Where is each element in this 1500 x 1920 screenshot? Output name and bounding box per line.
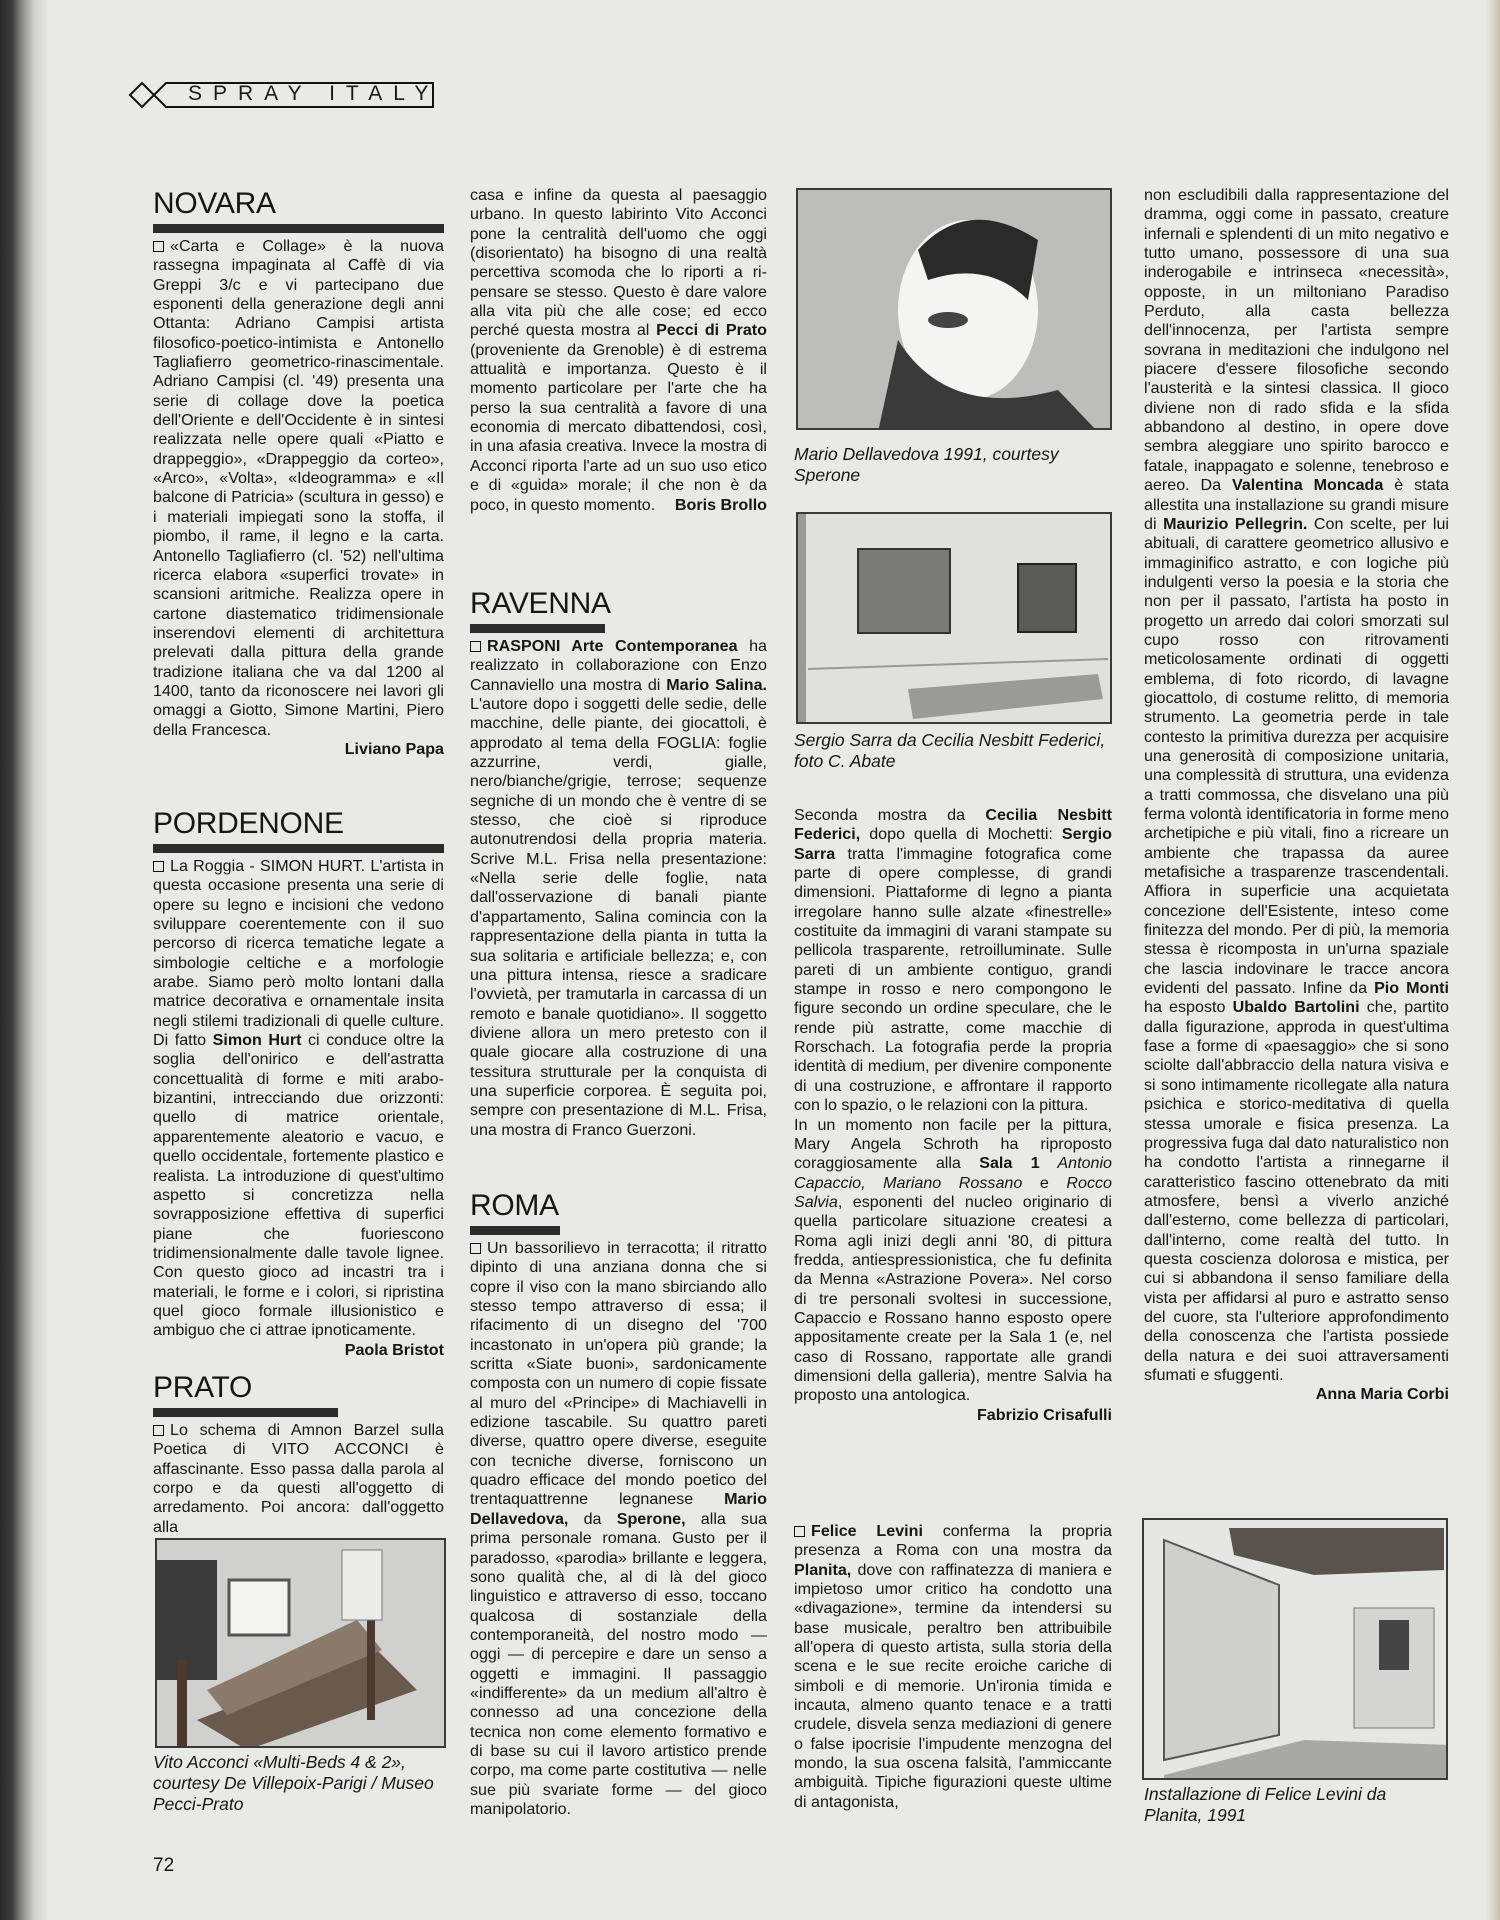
heading-rule — [153, 1408, 338, 1417]
roma-text: tratta l'immagine fotografica come parte di opere complesse, di grandi dimensioni. Piattaforme di legno a pianta irregolare hanno sulle alzate «finestrelle» costituite da immagini di varani stampate su pellicola trasparente, retroilluminate. Sulle pareti di un ambiente contiguo, grandi stampe in rosso e nero compongono le figure secondo un ordine speculare, che le rende più astratte, come macchie di Rorschach. La fotografia perde la propria identità di medium, per divenire componente di una costruzione, e affrontare il rapporto con lo spazio, o le relazioni con la pittura. — [794, 844, 1112, 1115]
gallery-name: Planita, — [794, 1560, 852, 1579]
bullet-box-icon — [470, 1243, 481, 1254]
photo-felice-levini-installation — [1142, 1518, 1448, 1780]
heading-rule — [470, 1226, 560, 1235]
bullet-box-icon — [153, 1425, 164, 1436]
heading-rule — [153, 224, 444, 233]
beds-illustration — [157, 1540, 446, 1748]
artist-name: Maurizio Pellegrin. — [1163, 514, 1308, 533]
photo-mario-dellavedova — [796, 188, 1112, 430]
ravenna-text: L'autore dopo i soggetti delle sedie, delle macchine, delle piante, dei giocattoli, è approdato al tema della FOGLIA: foglie azzurrine, verdi, gialle, nero/bianche/grigie, terrose; sequenze segniche di un mondo che è ventre di se stesso, che cioè si riproduce autonutrendosi della propria materia. Scrive M.L. Frisa nella presentazione: «Nella serie delle foglie, nata dall'osservazione di banali piante d'appartamento, Salina comincia con la rappresentazione della pianta in tutta la sua solitaria e artificiale bellezza; e, con una pittura intensa, riesce a sradicare l'ovvietà, per tramutarla in carcassa di un remoto e banale quotidiano». Il soggetto diviene allora un mero pretesto con il quale giocare alla costruzione di una tessitura strutturale per la conquista di una superficie corporea. È seguita poi, sempre con presentazione di M.L. Frisa, una mostra di Franco Guerzoni. — [470, 695, 767, 1139]
artist-name: Ubaldo Bartolini — [1232, 998, 1360, 1017]
photo-caption: Vito Acconci «Multi-Beds 4 & 2», courtesy De Villepoix-Parigi / Museo Pecci-Prato — [153, 1752, 434, 1814]
photo-sergio-sarra-installation — [796, 512, 1112, 724]
venue-name: Pecci di Prato — [656, 321, 767, 340]
bullet-box-icon — [470, 641, 481, 652]
gallery-name: Pio Monti — [1374, 979, 1449, 998]
roma-text: conferma la propria presenza a Roma con una mostra da — [794, 1522, 1112, 1560]
roma-text: alla sua prima personale romana. Gusto per il paradosso, «parodia» brillante e leggera, sono qualità che, al di là del gioco linguistico e attraverso di esso, toccano qualcosa di sostanziale della contemporaneità, del nostro modo — oggi — di percepire e dare un senso a oggetti e immagini. Il passaggio «indifferente» da un medium all'altro è connesso ad una concezione della tecnica non come elemento formativo e di base su cui il lavoro artistico prende corpo, ma come parte costitutiva — nelle sue più svariate forme — del gioco manipolatorio. — [470, 1509, 767, 1818]
prato-text: (proveniente da Grenoble) è di estrema attualità e importanza. Questo è il momento particolare per l'arte che ha perso la sua centralità a favore di una economia di mercato dibattendosi, così, in una afasia creativa. Invece la mostra di Acconci riporta l'arte ad un suo uso etico e di «guida» morale; il che non è da poco, in questo momento. — [470, 340, 767, 514]
roma-text: è stata allestita una installazione su grandi misure di — [1144, 476, 1449, 533]
bullet-box-icon — [153, 241, 164, 252]
artist-name: Felice Levini — [811, 1522, 923, 1540]
roma-text: Con scelte, per lui abituali, di carattere geometrico allusivo e immaginifico astratto, e con logiche più indulgenti verso la poesia e la storia che non per il passato, l'artista ha posto in progetto un arredo dai colori smorzati sul cupo rosso con ritrovamenti meticolosamente ordinati di oggetti emblema, di foto ricordo, di lavagne giocattolo, di costume relitto, di memoria strumento. La geometria perde in tale contesto la primitiva durezza per acquisire una generosità di composizione unitaria, una complessità di struttura, una evidenza a tratti commossa, che disvelano una più ferma volontà identificatoria in forme meno archetipiche e più vitali, fino a ricreare un ambiente che trapassa da auree metafisiche a trasparenze trascendentali. Affiora in superficie una acquietata concezione dell'Esistente, inteso come finitezza del mondo. Per di più, la memoria stessa è ricomposta in un'urna spaziale che lascia indovinare le tracce ancora evidenti del passato. Infine da — [1144, 514, 1449, 998]
novara-text: «Carta e Collage» è la nuova rassegna impaginata al Caffè di via Greppi 3/c e vi partecipano due esponenti della generazione degli anni Ottanta: Adriano Campisi artista filosofico-poetico-intimista e Antonello Tagliafierro geometrico-rinascimentale. Adriano Campisi (cl. '49) presenta una serie di collage dove la poetica dell'Oriente e dell'Occidente è in sintesi realizzata nelle opere quali «Piatto e drappeggio», «Drappeggio da corteo», «Arco», «Volta», «Ideogramma» e «Il balcone di Patricia» (scultura in gesso) e i materiali impiegati sono la stoffa, il piombo, il rame, il legno e la carta. Antonello Tagliafierro (cl. '52) nell'ultima ricerca elabora «superfici trovate» in scansioni aritmiche. Realizza opere in cartone diastematico tridimensionale inserendovi elementi di architettura prelevati dalla pittura della grande tradizione italiana che va dal 1200 al 1400, tanto da riconoscere nei lavori gli omaggi a Giotto, Simone Martini, Piero della Francesca. — [153, 237, 444, 739]
portrait-illustration — [798, 190, 1112, 430]
heading-pordenone: PORDENONE — [153, 807, 344, 840]
bullet-box-icon — [794, 1526, 805, 1537]
article-prato-continued — [470, 186, 767, 515]
roma-text: ha esposto — [1144, 998, 1233, 1017]
roma-text: , esponenti del nucleo originario di quella particolare situazione createsi a Roma agli inizi degli anni '80, di pittura fredda, antiespressionistica, che fu definita da Menna «Astrazione Povera». Nel corso di tre personali svoltesi in successione, Capaccio e Rossano hanno esposto opere appositamente create per la Sala 1 (e, nel caso di Rossano, rapportate alle grandi dimensioni della galleria), mentre Salvia ha proposto una antologica. — [794, 1192, 1112, 1405]
article-roma-continued — [1144, 186, 1449, 1405]
article-roma — [470, 1190, 767, 1819]
article-roma-sarra — [794, 806, 1112, 1425]
heading-roma: ROMA — [470, 1189, 559, 1222]
artist-name: Simon Hurt — [212, 1031, 302, 1050]
roma-text: Un bassorilievo in terracotta; il ritratto dipinto di una anziana donna che si copre il viso con la mano sbirciando allo stesso tempo attraverso di essa; il rifacimento di un disegno del '700 incastonato in un'opera più grande; la scritta «Siate buoni», sardonicamente composta con un numero di copie fissate al muro del «Principe» di Machiavelli in edizione tascabile. Su quattro pareti diverse, quattro opere diverse, eseguite con tecniche diverse, forniscono un quadro efficace del mondo poetico del trentaquattrenne legnanese — [470, 1239, 767, 1509]
article-prato — [153, 1372, 444, 1537]
section-title: SPRAY ITALY — [188, 82, 440, 105]
roma-text: In un momento non facile per la pittura, Mary Angela Schroth ha riproposto coraggiosamente alla — [794, 1115, 1112, 1173]
page-edge — [1486, 0, 1500, 1920]
artist-names: Antonio Capaccio, Mariano Rossano — [794, 1154, 1112, 1192]
ravenna-text: ha realizzato in collaborazione con Enzo Cannaviello una mostra di — [470, 637, 767, 694]
gallery-name: RASPONI Arte Contemporanea — [487, 637, 738, 655]
heading-rule — [470, 624, 605, 633]
gallery-name: Valentina Moncada — [1232, 476, 1384, 495]
roma-text: dopo quella di Mochetti: — [860, 825, 1062, 844]
heading-ravenna: RAVENNA — [470, 587, 611, 620]
author-signature: Anna Maria Corbi — [1315, 1385, 1449, 1404]
article-novara — [153, 188, 444, 759]
gallery-illustration — [798, 514, 1112, 724]
artist-name: Mario Dellavedova, — [470, 1490, 767, 1528]
photo-vito-acconci-multibeds — [155, 1538, 446, 1748]
heading-novara: NOVARA — [153, 187, 276, 220]
roma-text: che, partito dalla figurazione, approda in quest'ultima fase a forme di «paesaggio» che si sono sciolte dall'abbraccio della natura visiva e si sono intimamente ricollegate alla natura psichica e storico-meditativa di quella stessa umorale e fisica presenza. La progressiva fuga dal dato naturalistico non ha condotto l'artista a rinnegarne il caratteristico fascino ottenebrato da miti atmosfere, bensì a viverlo anziché dall'esterno, come bellezza di particolari, dall'interno, come realtà del tutto. In questa coscienza dolorosa e mistica, per cui si abbandona il senso familiare della vista per affidarsi al puro e astratto senso del cuore, sta l'ulteriore approfondimento della conoscenza che l'artista possiede della natura e dei suoi attraversamenti sfumati e sfuggenti. — [1144, 998, 1450, 1384]
artist-name: Mario Salina. — [666, 675, 767, 694]
binding-spine — [0, 0, 48, 1920]
photo-caption: Sergio Sarra da Cecilia Nesbitt Federici, foto C. Abate — [794, 730, 1106, 771]
photo-caption: Mario Dellavedova 1991, courtesy Sperone — [794, 444, 1059, 485]
author-signature: Boris Brollo — [674, 495, 767, 514]
gallery-name: Cecilia Nesbitt Federici, — [794, 806, 1112, 844]
pordenone-text: La Roggia - SIMON HURT. L'artista in questa occasione presenta una serie di opere su legno e incisioni che vedono svilupparе coerentemente con il suo percorso di ricerca tematiche legate a simbologie celtiche e a morfologie arabe. Siamo però molto lontani dalla matrice decorativa e ornamentale insita negli stilemi tradizionali di quelle culture. Di fatto — [153, 857, 444, 1050]
article-roma-levini — [794, 1522, 1112, 1812]
roma-text: Seconda mostra da — [794, 806, 986, 824]
heading-rule — [153, 844, 444, 853]
artist-name: Sergio Sarra — [794, 825, 1112, 863]
installation-illustration — [1144, 1520, 1448, 1780]
prato-text: Lo schema di Amnon Barzel sulla Poetica di VITO ACCONCI è affascinante. Esso passa dalla parola al corpo e da questi all'oggetto di arredamento. Poi ancora: dall'oggetto alla — [153, 1421, 444, 1536]
article-pordenone — [153, 808, 444, 1360]
photo-caption: Installazione di Felice Levini da Planita, 1991 — [1144, 1784, 1387, 1825]
bullet-box-icon — [153, 861, 164, 872]
author-signature: Paola Bristot — [344, 1340, 444, 1359]
roma-text: dove con raffinatezza di maniera e impietoso umor critico ha condotto una «divagazione», termine da intendersi su base musicale, peraltro ben attribuibile all'opera di questo artista, sulla storia della scena e le sue recite eroiche cariche di simboli e di memorie. Un'ironia timida e incauta, almeno quanto tenace e a tratti crudele, disvela senza mediazioni di genere o false ipocrisie l'impudente menzogna del mondo, la sua oscena falsità, l'ammiccante ambiguità. Tipiche figurazioni queste ultime di antagonista, — [794, 1560, 1112, 1811]
gallery-name: Sperone, — [616, 1509, 686, 1528]
roma-text: e — [1022, 1173, 1067, 1192]
roma-text: non escludibili dalla rappresentazione del dramma, oggi come in passato, creature infernali e splendenti di un mito negativo e tutto umano, possessore di una sua inderogabile e intrinseca «necessità», opposte, in un miltoniano Paradiso Perduto, alla casta bellezza dell'innocenza, per l'artista sempre sovrana in meditazioni che indulgono nel piacere d'essere filosofiche secondo l'austerità e la sintesi classica. Il gioco diviene non di rado sfida e la sfida abbandono al destino, in opere dove sembra aleggiare uno spirito barocco e fatale, inappagato e solenne, tenebroso e aereo. Da — [1144, 186, 1449, 495]
gallery-name: Sala 1 — [979, 1154, 1040, 1173]
page-number: 72 — [153, 1855, 175, 1876]
pordenone-text: ci conduce oltre la soglia dell'onirico e dell'astratta concettualità di forme e miti arabo-bizantini, intrecciando due orizzonti: quello di matrice orientale, apparentemente aleatorio e vacuo, e quello occidentale, fortemente plastico e realista. La introduzione di quest'ultimo aspetto si concretizza nella sovrapposizione effettiva di superfici piane che fuoriescono tridimensionalmente dalle tavole lignee. Con questo gioco ad incastri tra i materiali, le forme e i colori, si ripristina quel gioco formale illusionistico e ambiguo che ci attrae ipnoticamente. — [153, 1031, 444, 1340]
author-signature: Liviano Papa — [344, 739, 444, 758]
prato-text: casa e infine da questa al paesaggio urbano. In questo labirinto Vito Acconci pone la centralità dell'uomo che oggi (disorientato) ha bisogno di una realtà percettiva scomoda che lo riporti a ri-pensare se stesso. Questo è dare valore alla vita più che alle cose; ed ecco perché questa mostra al — [470, 186, 767, 340]
roma-text: da — [568, 1509, 617, 1528]
article-ravenna — [470, 588, 767, 1140]
author-signature: Fabrizio Crisafulli — [976, 1405, 1112, 1424]
heading-prato: PRATO — [153, 1371, 253, 1404]
artist-name: Rocco Salvia — [794, 1173, 1112, 1211]
